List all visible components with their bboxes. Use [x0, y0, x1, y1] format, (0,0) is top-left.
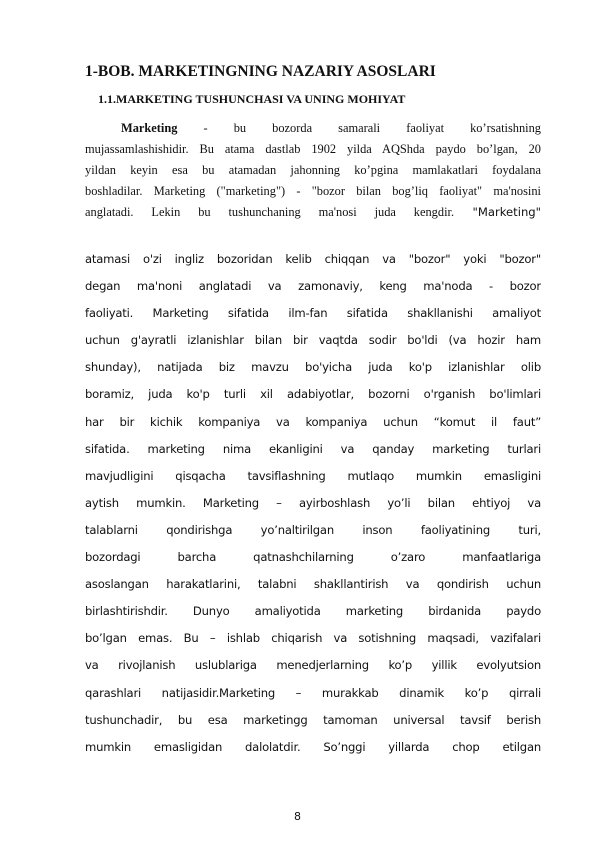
page-number: 8	[294, 810, 301, 823]
text-span: anglatadi. Lekin bu tushunchaning ma'nosi juda kengdir.	[85, 205, 455, 219]
text-line: atamasi o'zi ingliz bozoridan kelib chiqqan va "bozor" yoki "bozor"	[85, 252, 541, 266]
text-line: tushunchadir, bu esa marketingg tamoman universal tavsif berish	[85, 712, 541, 727]
text-line: boramiz, juda ko'p turli xil adabiyotlar, bozorni o'rganish bo'limlari	[85, 387, 541, 402]
text-line	[85, 118, 541, 139]
text-line: shunday), natijada biz mavzu bo'yicha juda ko'p izlanishlar olib	[85, 360, 541, 375]
text-span: "Marketing"	[454, 205, 541, 219]
text-line: boshladilar. Marketing ("marketing") - "bozor bilan bog’liq faoliyat" ma'nosini	[85, 184, 541, 198]
term-marketing: Marketing	[121, 121, 178, 135]
text-line: birlashtirishdir. Dunyo amaliyotida marketing birdanida paydo	[85, 604, 541, 619]
text-line: bo’lgan emas. Bu – ishlab chiqarish va sotishning maqsadi, vazifalari	[85, 631, 541, 646]
text-line: uchun g'ayratli izlanishlar bilan bir vaqtda sodir bo'ldi (va hozir ham	[85, 333, 541, 348]
paragraph-serif	[85, 118, 541, 223]
text-line: bozordagi barcha qatnashchilarning o’zaro manfaatlariga	[85, 550, 541, 565]
text-line: qarashlari natijasidir.Marketing – murakkab dinamik ko’p qirrali	[85, 685, 541, 700]
paragraph-sans	[85, 246, 541, 766]
text-line: mavjudligini qisqacha tavsiflashning mutlaqo mumkin emasligini	[85, 468, 541, 483]
text-line: faoliyati. Marketing sifatida ilm-fan sifatida shakllanishi amaliyot	[85, 306, 541, 321]
text-line: mumkin emasligidan dalolatdir. So’nggi yillarda chop etilgan	[85, 739, 541, 754]
text-line: degan ma'noni anglatadi va zamonaviy, keng ma'noda - bozor	[85, 279, 541, 294]
text-line: va rivojlanish uslublariga menedjerlarning ko’p yillik evolyutsion	[85, 658, 541, 673]
text-line: aytish mumkin. Marketing – ayirboshlash yo’li bilan ehtiyoj va	[85, 495, 541, 510]
text-line: yildan keyin esa bu atamadan jahonning ko’pgina mamlakatlari foydalana	[85, 163, 541, 177]
text-line: talablarni qondirishga yo’naltirilgan inson faoliyatining turi,	[85, 522, 541, 537]
text-span: - bu bozorda samarali faoliyat ko’rsatishning	[177, 121, 541, 135]
text-line: har bir kichik kompaniya va kompaniya uchun “komut il faut”	[85, 414, 541, 429]
text-line: asoslangan harakatlarini, talabni shakllantirish va qondirish uchun	[85, 577, 541, 592]
text-line	[85, 202, 541, 223]
section-title: 1.1.MARKETING TUSHUNCHASI VA UNING MOHIYAT	[98, 92, 406, 106]
chapter-title: 1-BOB. MARKETINGNING NAZARIY ASOSLARI	[85, 63, 436, 80]
text-line: mujassamlashishidir. Bu atama dastlab 1902 yilda AQShda paydo bo’lgan, 20	[85, 142, 541, 156]
text-line: sifatida. marketing nima ekanligini va qanday marketing turlari	[85, 441, 541, 456]
